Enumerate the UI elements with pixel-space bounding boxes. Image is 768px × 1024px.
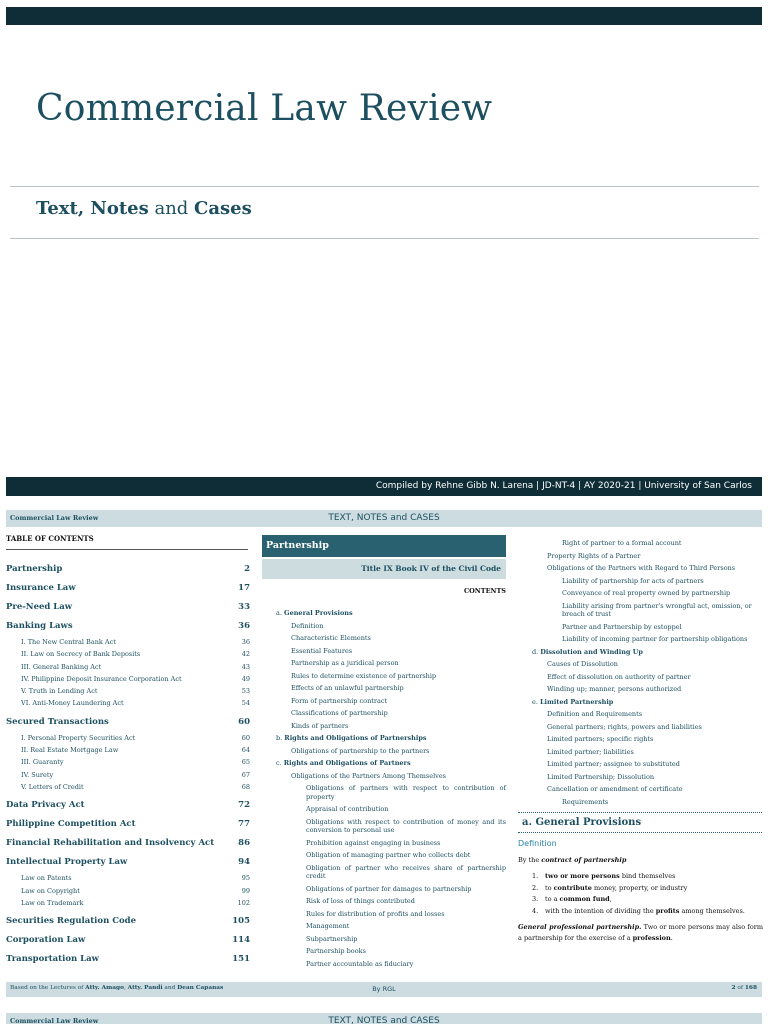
contents-item-label: Definition and Requirements	[547, 710, 643, 718]
list-text-post: among themselves.	[679, 906, 745, 915]
contents-item-label: Limited Partnership	[539, 697, 614, 706]
toc-entry-page: 86	[238, 838, 250, 849]
toc-entry-page: 77	[238, 819, 250, 830]
contents-item	[262, 745, 506, 758]
contents-item-label: Liability of partnership for acts of partners	[562, 576, 704, 585]
contents-item	[518, 708, 763, 721]
list-number: 4.	[532, 906, 539, 915]
contents-item	[262, 908, 506, 921]
contents-item-label: Definition	[291, 621, 324, 630]
toc-entry-page: 43	[241, 662, 250, 671]
page-footer	[6, 982, 762, 997]
toc-entry-label: Banking Laws	[6, 621, 73, 631]
toc-entry-label: II. Real Estate Mortgage Law	[21, 746, 119, 755]
contents-list	[262, 607, 506, 970]
header-doc-name: Commercial Law Review	[10, 514, 99, 522]
right-column	[518, 537, 763, 943]
cover-footer: Compiled by Rehne Gibb N. Larena | JD-NT-4 | AY 2020-21 | University of San Carlos	[6, 477, 762, 496]
contents-item	[262, 770, 506, 783]
section-banner: Partnership	[262, 535, 506, 557]
toc-entry-label: IV. Surety	[21, 770, 54, 779]
toc-entry-page: 114	[232, 935, 250, 946]
toc-entry	[6, 648, 250, 660]
contents-item	[262, 632, 506, 645]
list-text-pre: to	[545, 883, 554, 892]
divider	[10, 186, 759, 187]
toc-entry	[6, 897, 250, 909]
table-of-contents	[6, 532, 250, 969]
list-text	[533, 907, 745, 915]
toc-entry-page: 36	[241, 638, 250, 646]
contents-item	[518, 562, 763, 575]
contents-item-label: Partner and Partnership by estoppel	[562, 622, 682, 631]
toc-entry-label: Law on Trademark	[21, 898, 84, 907]
gpp-paragraph: General professional partnership. Two or more persons may also form a partnership for the exercise of a profession.	[518, 923, 763, 942]
list-text-post: ,	[609, 895, 612, 903]
contents-item	[518, 771, 763, 784]
toc-entry-label: II. Law on Secrecy of Bank Deposits	[21, 650, 141, 659]
contents-item	[518, 671, 763, 684]
contents-item-label: Rights and Obligations of Partnerships	[284, 734, 427, 742]
list-number: 1.	[532, 872, 539, 880]
toc-entry	[6, 661, 250, 673]
contents-item-label: Limited Partnership; Dissolution	[547, 772, 655, 781]
toc-entry-page: 54	[241, 699, 250, 708]
contents-item-label: Obligation of managing partner who collects debt	[306, 851, 471, 859]
contents-item-label: Limited partners; specific rights	[547, 735, 654, 743]
toc-entry-label: Secured Transactions	[6, 716, 109, 727]
toc-entry	[6, 834, 250, 853]
contents-item-label: General partners; rights, powers and liabilities	[547, 722, 702, 731]
toc-entry-label: Corporation Law	[6, 935, 86, 946]
contents-item-label: Prohibition against engaging in business	[306, 838, 441, 847]
contents-item	[518, 733, 763, 746]
list-text-bold: profits	[655, 906, 680, 915]
toc-entry-page: 151	[232, 954, 250, 965]
toc-entry-page: 99	[241, 886, 250, 895]
contents-item	[262, 837, 506, 850]
contents-item-label: Winding up; manner, persons authorized	[547, 685, 682, 693]
contents-item-label: Appraisal of contribution	[306, 805, 389, 813]
contents-item	[518, 746, 763, 759]
contents-item-prefix: a.	[276, 609, 285, 617]
toc-entry-page: 2	[244, 564, 250, 574]
toc-entry	[6, 769, 250, 781]
toc-entry-label: Securities Regulation Code	[6, 916, 136, 927]
list-text-bold: two or more persons	[545, 872, 620, 880]
list-text-post: money, property, or industry	[591, 883, 688, 892]
toc-heading: TABLE OF CONTENTS	[6, 532, 248, 550]
contents-item	[518, 696, 763, 709]
document-title: Commercial Law Review	[36, 88, 493, 129]
toc-entry-page: 102	[237, 898, 250, 907]
toc-entry-page: 53	[241, 687, 250, 696]
contents-item-label: Partnership books	[306, 947, 366, 955]
toc-entry	[6, 617, 250, 636]
contents-item-label: Limited partner; assignee to substituted	[547, 760, 680, 768]
toc-entry	[6, 796, 250, 815]
toc-entry-page: 105	[232, 916, 250, 927]
contents-item	[518, 621, 763, 634]
page-header	[6, 510, 762, 527]
contents-item-label: Causes of Dissolution	[547, 660, 618, 668]
contents-item	[262, 958, 506, 971]
footer-author: By RGL	[372, 985, 396, 993]
contents-item-label: Effects of an unlawful partnership	[291, 684, 404, 692]
contents-item	[518, 633, 763, 646]
contents-item-label: Obligations of the Partners with Regard to Third Persons	[547, 564, 736, 572]
toc-entry-page: 60	[238, 716, 250, 727]
contents-item-label: Obligations of partner for damages to partnership	[306, 884, 472, 893]
contents-item	[262, 720, 506, 733]
list-item	[518, 894, 763, 906]
contents-item-label: Essential Features	[291, 646, 353, 655]
toc-entry-page: 17	[238, 583, 250, 593]
contents-item	[262, 620, 506, 633]
list-number: 2.	[532, 883, 539, 892]
contents-item	[518, 575, 763, 588]
toc-entry-label: III. General Banking Act	[21, 662, 102, 671]
contents-item	[518, 537, 763, 550]
list-text-bold: contribute	[553, 883, 592, 892]
contents-item-prefix: d.	[532, 647, 541, 656]
contents-item	[262, 645, 506, 658]
contents-item-label: Obligations of the Partners Among Themselves	[291, 771, 447, 780]
contents-item	[262, 695, 506, 708]
toc-entry-label: I. The New Central Bank Act	[21, 638, 116, 646]
contents-item-label: Rules to determine existence of partnership	[291, 671, 437, 680]
toc-entry	[6, 697, 250, 709]
list-text-post: bind themselves	[619, 872, 676, 880]
toc-entry-label: Intellectual Property Law	[6, 857, 128, 868]
contents-item-label: Rules for distribution of profits and losses	[306, 909, 445, 918]
definition-heading: Definition	[518, 839, 557, 848]
contents-item	[262, 862, 506, 883]
toc-entry	[6, 912, 250, 931]
contents-item-label: Effect of dissolution on authority of partner	[547, 672, 691, 681]
list-item	[518, 883, 763, 895]
toc-entry-page: 64	[241, 746, 250, 755]
toc-entry-label: Pre-Need Law	[6, 602, 73, 612]
contents-item	[262, 920, 506, 933]
contents-item	[262, 782, 506, 803]
contents-item-label: Right of partner to a formal account	[562, 539, 682, 547]
toc-entry-label: Insurance Law	[6, 583, 76, 593]
contents-item	[262, 883, 506, 896]
contents-item-label: Subpartnership	[306, 934, 358, 943]
contents-item	[518, 646, 763, 659]
toc-entry	[6, 853, 250, 872]
toc-list	[6, 560, 250, 969]
toc-entry	[6, 815, 250, 834]
toc-entry-page: 72	[238, 800, 250, 811]
contents-item-label: Characteristic Elements	[291, 634, 371, 642]
contents-item-label: Obligation of partner who receives share of partnership credit	[306, 863, 506, 880]
contents-item	[262, 816, 506, 837]
contents-item-label: Management	[306, 922, 350, 930]
header-center-title: TEXT, NOTES and CASES	[328, 1016, 440, 1024]
footer-lectures: Based on the Lectures of Atty. Amago, Atty. Pandi and Dean Capanas	[10, 985, 224, 991]
toc-entry-label: Data Privacy Act	[6, 800, 85, 811]
header-center-title: TEXT, NOTES and CASES	[328, 513, 440, 523]
contents-item	[262, 607, 506, 620]
contents-item-label: Obligations of partners with respect to contribution of property	[306, 784, 506, 801]
toc-entry-page: 67	[241, 770, 250, 779]
contents-item-label: Partner accountable as fiduciary	[306, 959, 414, 968]
contents-item	[518, 600, 763, 621]
toc-entry-label: VI. Anti-Money Laundering Act	[21, 699, 124, 708]
toc-entry-page: 42	[241, 650, 250, 659]
contents-item-prefix: c.	[276, 759, 284, 767]
toc-entry-label: Philippine Competition Act	[6, 819, 136, 830]
definition-list	[518, 871, 763, 917]
toc-entry-label: I. Personal Property Securities Act	[21, 733, 136, 742]
toc-entry	[6, 579, 250, 598]
list-item	[518, 871, 763, 883]
contents-item	[518, 658, 763, 671]
contents-item	[518, 796, 763, 809]
contents-item	[262, 757, 506, 770]
toc-entry-label: Law on Copyright	[21, 886, 80, 895]
toc-entry	[6, 560, 250, 579]
partnership-column	[262, 535, 506, 970]
list-number: 3.	[532, 895, 539, 903]
list-text-bold: common fund	[559, 895, 610, 903]
contents-item-label: Kinds of partners	[291, 721, 349, 730]
contents-item-label: Partnership as a juridical person	[291, 659, 399, 667]
list-text-pre: with the intention of dividing the	[545, 906, 656, 915]
contents-item	[262, 657, 506, 670]
toc-entry	[6, 885, 250, 897]
toc-entry	[6, 673, 250, 685]
toc-entry-label: Transportation Law	[6, 954, 99, 965]
page-header	[6, 1013, 762, 1024]
divider	[10, 238, 759, 239]
contents-item-label: Cancellation or amendment of certificate	[547, 785, 683, 793]
toc-entry	[6, 744, 250, 756]
contents-item	[262, 933, 506, 946]
contents-item-label: Limited partner; liabilities	[547, 747, 634, 756]
contents-item	[518, 721, 763, 734]
contents-item	[262, 849, 506, 862]
toc-entry-label: V. Truth in Lending Act	[21, 687, 98, 696]
section-heading: a. General Provisions	[522, 817, 642, 828]
contents-label: CONTENTS	[463, 587, 506, 595]
contents-item-label: Dissolution and Winding Up	[540, 647, 643, 656]
definition-intro: By the contract of partnership	[518, 856, 627, 864]
contents-item	[262, 803, 506, 816]
toc-entry-label: III. Guaranty	[21, 758, 64, 767]
contents-item-label: Risk of loss of things contributed	[306, 897, 415, 905]
toc-entry	[6, 685, 250, 697]
contents-item-label: Requirements	[562, 797, 609, 806]
toc-entry-page: 95	[241, 874, 250, 883]
toc-entry-page: 60	[241, 733, 250, 742]
toc-entry-label: V. Letters of Credit	[21, 782, 84, 791]
toc-entry	[6, 781, 250, 793]
contents-item-label: Form of partnership contract	[291, 696, 388, 705]
toc-entry	[6, 931, 250, 950]
footer-page-number: 2 of 168	[731, 985, 757, 991]
contents-item	[518, 550, 763, 563]
toc-entry	[6, 732, 250, 744]
contents-list-continued	[518, 537, 763, 808]
contents-item	[262, 895, 506, 908]
contents-item-prefix: e.	[532, 697, 540, 706]
toc-entry-page: 33	[238, 602, 250, 612]
contents-item-label: Rights and Obligations of Partners	[283, 759, 411, 767]
contents-item	[262, 670, 506, 683]
contents-item-label: Conveyance of real property owned by partnership	[562, 589, 731, 597]
toc-entry-page: 36	[238, 621, 250, 631]
toc-entry	[6, 756, 250, 768]
contents-item	[518, 783, 763, 796]
cover-top-bar	[6, 7, 762, 25]
toc-entry	[6, 598, 250, 617]
list-text	[533, 872, 675, 880]
title-banner: Title IX Book IV of the Civil Code	[262, 559, 506, 579]
toc-entry-page: 65	[241, 758, 250, 767]
document-subtitle: Text, Notes and Cases	[36, 198, 252, 219]
contents-item-label: Liability of incoming partner for partnership obligations	[562, 635, 748, 643]
toc-entry-page: 94	[238, 857, 250, 868]
toc-entry	[6, 950, 250, 969]
list-text	[533, 895, 612, 903]
toc-entry-label: Law on Patents	[21, 874, 72, 883]
contents-item	[518, 683, 763, 696]
toc-entry-page: 49	[241, 674, 250, 683]
contents-item	[262, 945, 506, 958]
header-doc-name: Commercial Law Review	[10, 1017, 99, 1024]
contents-item-label: Obligations with respect to contribution of money and its conversion to personal use	[306, 817, 506, 834]
contents-item	[518, 587, 763, 600]
toc-entry-page: 68	[241, 782, 250, 791]
contents-item-prefix: b.	[276, 734, 285, 742]
list-text	[533, 884, 687, 892]
contents-item	[518, 758, 763, 771]
toc-entry	[6, 636, 250, 648]
contents-item-label: Liability arising from partner's wrongful act, omission, or breach of trust	[562, 601, 752, 618]
toc-entry	[6, 713, 250, 732]
list-item	[518, 906, 763, 918]
contents-item	[262, 707, 506, 720]
contents-item-label: General Provisions	[284, 609, 353, 617]
list-text-pre: to a	[545, 895, 560, 903]
contents-item	[262, 732, 506, 745]
contents-item-label: Obligations of partnership to the partners	[291, 746, 430, 755]
contents-item	[262, 682, 506, 695]
toc-entry	[6, 872, 250, 884]
toc-entry-label: IV. Philippine Deposit Insurance Corporation Act	[21, 674, 182, 683]
cover-page	[0, 0, 768, 500]
contents-item-label: Classifications of partnership	[291, 709, 388, 717]
toc-entry-label: Financial Rehabilitation and Insolvency Act	[6, 838, 215, 849]
toc-entry-label: Partnership	[6, 564, 63, 574]
contents-item-label: Property Rights of a Partner	[547, 551, 641, 560]
